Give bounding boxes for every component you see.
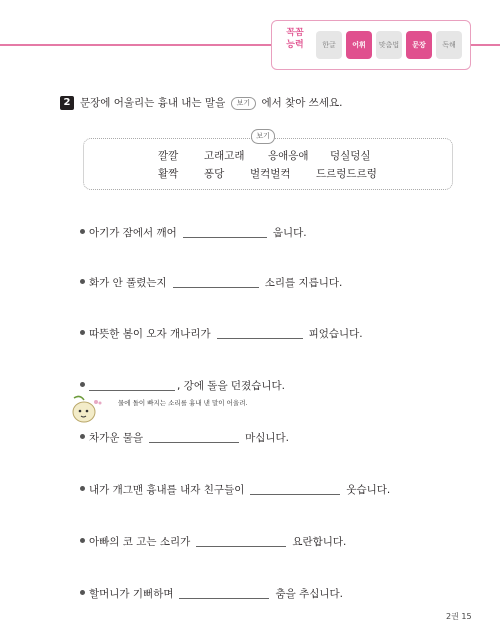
answer-blank[interactable] (183, 227, 267, 238)
answer-blank[interactable] (179, 588, 269, 599)
page-number: 2권 15 (446, 612, 472, 621)
sentence-before: 할머니가 기뻐하며 (89, 588, 174, 600)
bogi-word: 퐁당 (204, 168, 225, 180)
sentence-item (80, 431, 289, 445)
sentence-after: 웃습니다. (346, 484, 391, 496)
answer-blank[interactable] (250, 484, 340, 495)
sentence-after: 소리를 지릅니다. (264, 277, 343, 289)
sentence-item (80, 327, 363, 341)
bogi-word: 활짝 (158, 168, 179, 180)
question-text-before: 문장에 어울리는 흉내 내는 말을 (80, 97, 226, 109)
bullet (80, 279, 85, 284)
chip-hangul: 한글 (316, 31, 342, 59)
bullet (80, 486, 85, 491)
question-number: 2 (60, 96, 74, 110)
sentence-after: 춤을 추십니다. (275, 588, 344, 600)
answer-blank[interactable] (196, 536, 286, 547)
badge-title (280, 27, 310, 51)
bullet (80, 229, 85, 234)
question-bogi-tag: 보기 (231, 97, 257, 110)
sentence-after: 웁니다. (272, 227, 307, 239)
question-text-after: 에서 찾아 쓰세요. (261, 97, 343, 109)
sentence-item (80, 226, 307, 240)
badge-title-line1: 꼭꼼 (286, 28, 304, 38)
bogi-word: 덩실덩실 (330, 150, 371, 162)
bogi-box (83, 138, 453, 190)
sentence-item (80, 535, 346, 549)
sentence-after: , 강에 돌을 던졌습니다. (177, 380, 285, 392)
answer-blank[interactable] (217, 328, 303, 339)
bullet (80, 382, 85, 387)
chip-reading: 독해 (436, 31, 462, 59)
chip-sentence: 문장 (406, 31, 432, 59)
sentence-item (80, 483, 390, 497)
bullet (80, 590, 85, 595)
badge-title-line2: 능력 (286, 40, 304, 50)
bogi-word: 응애응애 (268, 150, 309, 162)
answer-blank[interactable] (173, 277, 259, 288)
bogi-word: 깔깔 (158, 150, 179, 162)
bullet (80, 434, 85, 439)
skill-badge (271, 20, 471, 70)
bullet (80, 538, 85, 543)
sentence-item (80, 276, 342, 290)
sentence-before: 화가 안 풀렸는지 (89, 277, 167, 289)
sentence-before: 내가 개그맨 흉내를 내자 친구들이 (89, 484, 245, 496)
chip-spelling: 맞춤법 (376, 31, 402, 59)
sentence-after: 피었습니다. (308, 328, 363, 340)
chip-vocabulary: 어휘 (346, 31, 372, 59)
question-text (80, 96, 342, 110)
sentence-before: 따뜻한 봄이 오자 개나리가 (89, 328, 211, 340)
sentence-after: 마십니다. (245, 432, 289, 444)
bogi-word: 드르렁드르렁 (316, 168, 377, 180)
sentence-after: 요란합니다. (292, 536, 347, 548)
answer-blank[interactable] (89, 380, 175, 391)
onion-mascot-icon (70, 394, 106, 424)
sentence-before: 아기가 잠에서 깨어 (89, 227, 177, 239)
sentence-item (80, 587, 343, 601)
hint-text: 물에 돌이 빠지는 소리를 흉내 낸 말이 어울려. (118, 399, 248, 407)
answer-blank[interactable] (149, 432, 239, 443)
bogi-word: 벌컥벌컥 (250, 168, 291, 180)
bullet (80, 330, 85, 335)
sentence-before: 차가운 물을 (89, 432, 144, 444)
bogi-label: 보기 (251, 129, 275, 144)
sentence-item (80, 379, 285, 393)
bogi-word: 고래고래 (204, 150, 245, 162)
sentence-before: 아빠의 코 고는 소리가 (89, 536, 191, 548)
